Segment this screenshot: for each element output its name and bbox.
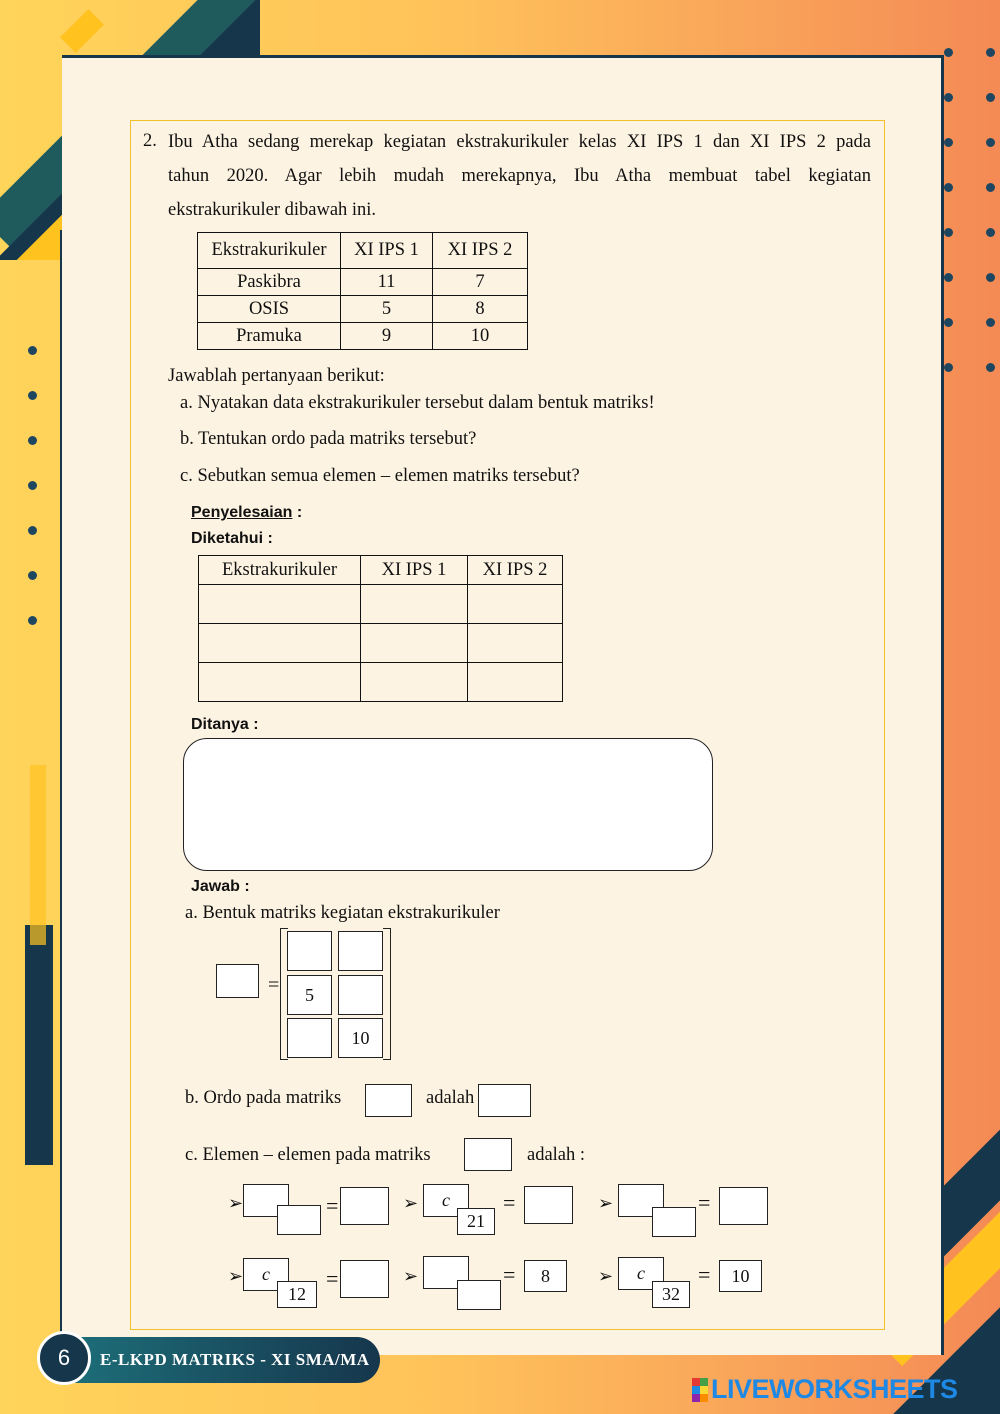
bullet-arrow-icon: ➢ — [598, 1266, 614, 1286]
answer-cell[interactable] — [468, 585, 563, 624]
answer-cell[interactable] — [361, 624, 468, 663]
element-1-value[interactable] — [340, 1187, 389, 1225]
bullet-arrow-icon: ➢ — [228, 1193, 244, 1213]
table-header: XI IPS 2 — [433, 233, 528, 269]
table-row — [198, 296, 528, 323]
table-cell: Pramuka — [198, 323, 341, 350]
table-cell: 8 — [433, 296, 528, 323]
answer-cell[interactable] — [468, 624, 563, 663]
element-2-sub: 21 — [457, 1208, 495, 1235]
ordo-matrix-input[interactable] — [365, 1084, 412, 1117]
matrix-cell-r3c1[interactable] — [287, 1018, 332, 1058]
table-row — [198, 323, 528, 350]
left-bar-yellow — [30, 765, 46, 945]
page-number-badge — [37, 1331, 91, 1385]
matrix-equals: = — [268, 974, 280, 996]
answer-cell[interactable] — [199, 585, 361, 624]
solution-title: Penyelesaian — [191, 504, 293, 521]
matrix-cell-r1c2[interactable] — [338, 931, 383, 971]
element-2-equals: = — [503, 1190, 516, 1215]
matrix-cell-r3c2: 10 — [338, 1018, 383, 1058]
part-c-suffix: adalah : — [527, 1145, 586, 1165]
table-header: Ekstrakurikuler — [198, 233, 341, 269]
table-cell: 7 — [433, 269, 528, 296]
bullet-arrow-icon: ➢ — [403, 1193, 419, 1213]
element-6-var: c — [618, 1257, 664, 1290]
matrix-name-input[interactable] — [216, 964, 259, 998]
table-header: XI IPS 1 — [361, 556, 468, 585]
element-6-sub: 32 — [652, 1281, 690, 1308]
page-number: 6 — [57, 1345, 71, 1370]
table-row — [198, 269, 528, 296]
question-number: 2. — [143, 131, 157, 151]
bullet-arrow-icon: ➢ — [403, 1266, 419, 1286]
solution-colon: : — [292, 504, 303, 521]
element-3-equals: = — [698, 1190, 711, 1215]
answer-cell[interactable] — [199, 663, 361, 702]
subquestion-c: c. Sebutkan semua elemen – elemen matriks tersebut? — [180, 466, 580, 486]
element-2-value[interactable] — [524, 1186, 573, 1224]
answer-cell[interactable] — [361, 585, 468, 624]
part-b-mid: adalah — [426, 1088, 475, 1108]
element-matrix-input[interactable] — [464, 1138, 512, 1171]
element-2-var: c — [423, 1184, 469, 1217]
element-5-value: 8 — [524, 1260, 567, 1292]
element-1-sub[interactable] — [277, 1205, 321, 1235]
table-header: XI IPS 2 — [468, 556, 563, 585]
bullet-arrow-icon: ➢ — [228, 1266, 244, 1286]
left-bar-decor — [25, 925, 53, 1165]
data-table — [197, 232, 528, 350]
table-cell: 9 — [341, 323, 433, 350]
asked-label: Ditanya : — [191, 716, 259, 733]
prompt-text: Jawablah pertanyaan berikut: — [168, 366, 385, 386]
solution-heading — [191, 505, 302, 521]
element-6-value: 10 — [719, 1260, 762, 1292]
table-cell: 5 — [341, 296, 433, 323]
table-row — [199, 663, 563, 702]
matrix-cell-r2c1: 5 — [287, 975, 332, 1015]
answer-cell[interactable] — [199, 624, 361, 663]
element-4-value[interactable] — [340, 1260, 389, 1298]
answer-cell[interactable] — [468, 663, 563, 702]
table-row — [199, 624, 563, 663]
table-row — [199, 585, 563, 624]
known-label: Diketahui : — [191, 530, 273, 547]
element-1-equals: = — [326, 1193, 339, 1218]
page-left-border — [60, 230, 62, 1355]
element-3-sub[interactable] — [652, 1207, 696, 1237]
table-cell: Paskibra — [198, 269, 341, 296]
element-5-equals: = — [503, 1262, 516, 1287]
question-line-2: tahun 2020. Agar lebih mudah merekapnya, Ibu Atha membuat tabel kegiatan — [168, 166, 871, 186]
element-4-equals: = — [326, 1266, 339, 1291]
table-cell: 11 — [341, 269, 433, 296]
element-4-sub: 12 — [277, 1281, 317, 1308]
subquestion-a: a. Nyatakan data ekstrakurikuler tersebut dalam bentuk matriks! — [180, 393, 655, 413]
answer-label: Jawab : — [191, 878, 250, 895]
table-header: XI IPS 1 — [341, 233, 433, 269]
liveworksheets-icon — [692, 1378, 708, 1402]
part-b-text: b. Ordo pada matriks — [185, 1088, 342, 1108]
matrix-cell-r2c2[interactable] — [338, 975, 383, 1015]
asked-answer-area[interactable] — [183, 738, 713, 871]
watermark-text: LIVEWORKSHEETS — [711, 1374, 958, 1404]
part-c-text: c. Elemen – elemen pada matriks — [185, 1145, 431, 1165]
part-a-text: a. Bentuk matriks kegiatan ekstrakurikuler — [185, 903, 500, 923]
matrix-right-bracket — [383, 928, 391, 1060]
footer-label: E-LKPD MATRIKS - XI SMA/MA — [100, 1350, 370, 1369]
matrix-cell-r1c1[interactable] — [287, 931, 332, 971]
table-cell: 10 — [433, 323, 528, 350]
question-line-3: ekstrakurikuler dibawah ini. — [168, 200, 377, 220]
element-6-equals: = — [698, 1262, 711, 1287]
element-5-sub[interactable] — [457, 1280, 501, 1310]
element-4-var: c — [243, 1258, 289, 1291]
question-line-1: Ibu Atha sedang merekap kegiatan ekstrakurikuler kelas XI IPS 1 dan XI IPS 2 pada — [168, 132, 871, 152]
table-cell: OSIS — [198, 296, 341, 323]
known-table — [198, 555, 563, 702]
bullet-arrow-icon: ➢ — [598, 1193, 614, 1213]
ordo-value-input[interactable] — [478, 1084, 531, 1117]
element-3-value[interactable] — [719, 1187, 768, 1225]
subquestion-b: b. Tentukan ordo pada matriks tersebut? — [180, 429, 477, 449]
liveworksheets-logo — [692, 1374, 958, 1405]
table-header: Ekstrakurikuler — [199, 556, 361, 585]
answer-cell[interactable] — [361, 663, 468, 702]
